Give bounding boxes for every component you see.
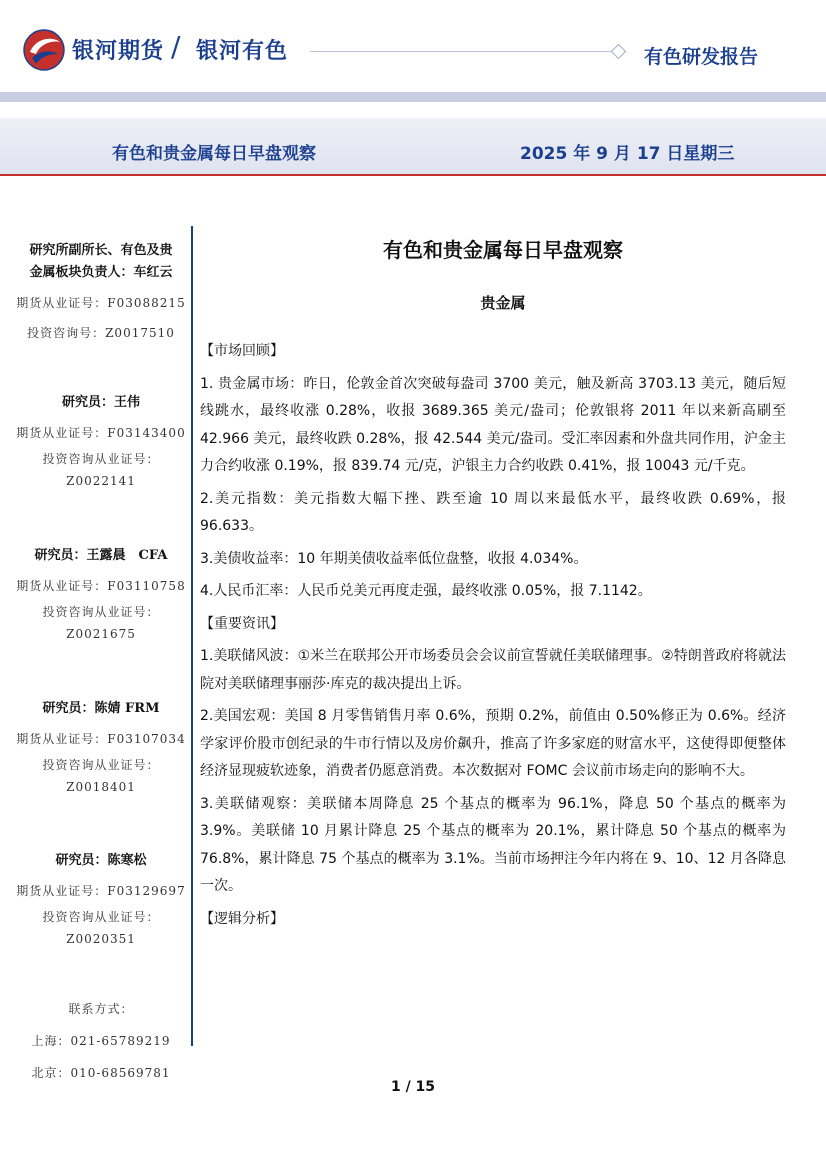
paragraph: 3.美联储观察：美联储本周降息 25 个基点的概率为 96.1%，降息 50 个基点的概率为 3.9%。美联储 10 月累计降息 25 个基点的概率为 20.1%，累计降息 50 个基点的概率为 76.8%，累计降息 75 个基点的概率为 3.1%。当前市场押注今年内将在 9、10、12 月各降息一次。	[200, 795, 786, 894]
galaxy-futures-logo-icon	[22, 28, 66, 72]
author-role: 金属板块负责人：车红云	[29, 265, 173, 280]
author-block	[14, 392, 188, 492]
paragraph: 4.人民币汇率：人民币兑美元再度走强，最终收涨 0.05%，报 7.1142。	[200, 583, 652, 599]
section-heading-market-review: 【市场回顾】	[200, 343, 284, 359]
author-block	[14, 545, 188, 645]
advisory-license: 投资咨询从业证号：	[42, 452, 160, 466]
brand-name: 银河期货	[72, 39, 165, 64]
header-band	[0, 92, 826, 102]
paragraph: 2.美国宏观：美国 8 月零售销售月率 0.6%，预期 0.2%，前值由 0.50%修正为 0.6%。经济学家评价股市创纪录的牛市行情以及房价飙升，推高了许多家庭的财富水平，这使得即便整体经济显现疲软迹象，消费者仍愿意消费。本次数据对 FOMC 会议前市场走向的影响不大。	[200, 708, 786, 779]
contact-shanghai-phone: 上海：021-65789219	[31, 1034, 171, 1048]
advisory-license: 投资咨询从业证号：	[42, 910, 160, 924]
author-role: 研究员：陈寒松	[55, 853, 147, 868]
contact-block	[14, 998, 188, 1084]
brand-secondary-name: 银河有色	[196, 39, 289, 64]
advisory-license: 投资咨询号：Z0017510	[27, 326, 175, 340]
contact-label: 联系方式：	[68, 1002, 134, 1016]
advisory-license-number: Z0020351	[66, 932, 136, 946]
brand-divider: /	[171, 30, 181, 63]
advisory-license-number: Z0021675	[66, 627, 136, 641]
title-bar-title: 有色和贵金属每日早盘观察	[112, 144, 316, 164]
section-subtitle: 贵金属	[480, 294, 526, 312]
advisory-license: 投资咨询从业证号：	[42, 758, 160, 772]
contact-beijing-phone: 北京：010-68569781	[31, 1066, 171, 1080]
futures-license: 期货从业证号：F03129697	[16, 884, 186, 898]
futures-license: 期货从业证号：F03143400	[16, 426, 186, 440]
page-number: 1 / 15	[390, 1079, 436, 1095]
futures-license: 期货从业证号：F03107034	[16, 732, 186, 746]
author-role: 研究员：王伟	[61, 395, 140, 410]
report-header	[0, 0, 826, 100]
author-block	[14, 850, 188, 950]
report-type-label: 有色研发报告	[644, 46, 759, 68]
report-body	[200, 338, 786, 938]
title-bar-red-rule	[0, 174, 826, 176]
section-heading-logic-analysis: 【逻辑分析】	[200, 910, 284, 927]
author-block	[14, 698, 188, 798]
diamond-icon	[611, 44, 627, 60]
author-block	[14, 240, 188, 344]
paragraph: 1.美联储风波：①米兰在联邦公开市场委员会会议前宣誓就任美联储理事。②特朗普政府将就法院对美联储理事丽莎·库克的裁决提出上诉。	[200, 648, 786, 692]
section-heading-key-news: 【重要资讯】	[200, 615, 284, 632]
futures-license: 期货从业证号：F03110758	[16, 579, 186, 593]
paragraph: 2.美元指数：美元指数大幅下挫、跌至逾 10 周以来最低水平，最终收跌 0.69%，报 96.633。	[200, 490, 786, 534]
header-rule	[310, 51, 620, 52]
author-role: 研究员：陈婧 FRM	[42, 701, 160, 716]
paragraph: 3.美债收益率：10 年期美债收益率低位盘整，收报 4.034%。	[200, 550, 588, 567]
author-role: 研究员：王露晨 CFA	[34, 548, 168, 563]
document-title: 有色和贵金属每日早盘观察	[383, 238, 623, 262]
author-role: 研究所副所长、有色及贵	[29, 243, 173, 258]
advisory-license: 投资咨询从业证号：	[42, 605, 160, 619]
futures-license: 期货从业证号：F03088215	[16, 296, 186, 310]
advisory-license-number: Z0018401	[66, 780, 136, 794]
sidebar-divider	[191, 226, 193, 1046]
report-date: 2025 年 9 月 17 日星期三	[520, 144, 735, 164]
paragraph: 1. 贵金属市场：昨日，伦敦金首次突破每盎司 3700 美元，触及新高 3703.13 美元，随后短线跳水，最终收涨 0.28%，收报 3689.365 美元/盎司；伦敦银将 2011 年以来新高刷至 42.966 美元，最终收跌 0.28%，报 42.544 美元/盎司。受汇率因素和外盘共同作用，沪金主力合约收涨 0.19%，报 839.74 元/克，沪银主力合约收跌 0.41%，报 10043 元/千克。	[200, 375, 786, 474]
advisory-license-number: Z0022141	[66, 474, 136, 488]
